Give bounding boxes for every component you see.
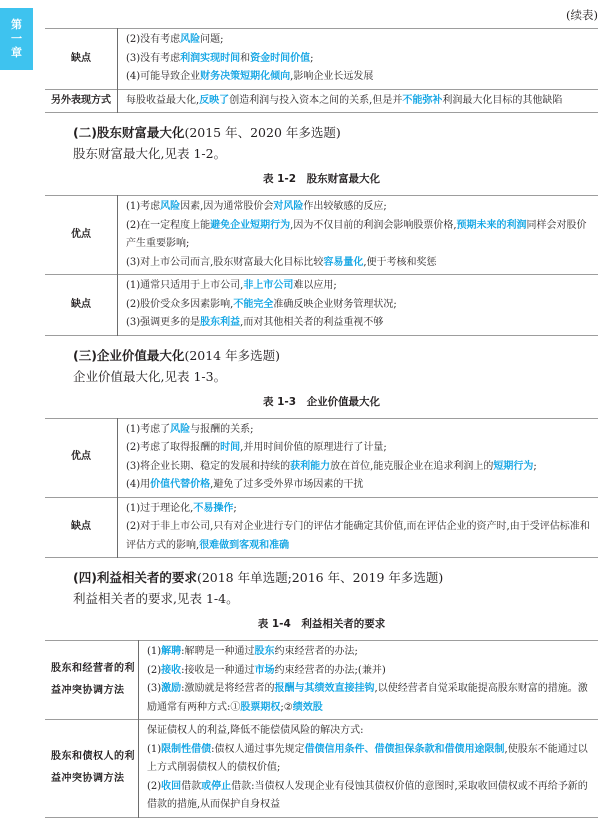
text-segment: 利润最大化目标的其他缺陷 [442,94,563,106]
text-segment: (1)通常只适用于上市公司, [126,280,244,291]
content-line [126,314,592,333]
text-segment: (2) [147,780,162,792]
table-row [45,29,598,90]
highlight-term: 市场 [254,664,275,676]
highlight-term: 接收 [161,664,182,676]
row-content [139,720,599,818]
text-segment: (1) [147,646,162,657]
highlight-term: 财务决策短期化倾向 [200,71,291,82]
text-segment: ; [233,502,237,514]
text-segment: ,因为不仅目前的利润会影响股票价格, [290,219,457,231]
content-line [126,476,592,495]
chapter-tab-char: 一 [11,32,22,45]
highlight-term: 股东利益 [200,317,241,328]
section-name: (三)企业价值最大化 [73,347,185,363]
text-segment: ; [533,460,537,472]
text-segment: 保证债权人的利益,降低不能偿债风险的解决方式: [147,725,364,736]
row-label: 股东和债权人的利益冲突协调方法 [45,720,139,818]
table-row [45,418,598,497]
text-segment: ;② [280,701,293,713]
table-row [45,497,598,558]
continued-label: (续表) [566,8,598,22]
content-line [126,217,592,254]
highlight-term: 股东 [254,646,275,657]
text-segment: ,使股东不能通过以上方式削弱债权人的债权价值; [147,743,588,773]
highlight-term: 风险 [170,423,191,435]
text-segment: 借款 [181,780,202,792]
content-line [147,680,592,717]
row-content [118,418,599,497]
content-line [147,722,592,741]
text-segment: 每股收益最大化, [126,94,200,106]
text-segment: (3)没有考虑 [126,52,181,64]
text-segment: (3)将企业长期、稳定的发展和持续的 [126,460,291,472]
highlight-term: 或停止 [201,780,232,792]
chapter-tab [0,8,33,70]
table-caption: 表 1-3 企业价值最大化 [262,395,381,408]
row-content [139,641,599,720]
highlight-term: 容易量化 [323,256,364,268]
text-segment: (3) [147,683,162,694]
highlight-term: 非上市公司 [243,280,294,291]
text-segment: (1) [147,743,162,755]
highlight-term: 激励 [161,683,182,694]
row-label: 优点 [45,418,118,497]
highlight-term: 解聘 [161,646,182,657]
row-label: 缺点 [45,497,118,558]
table-row [45,196,598,275]
highlight-term: 不能弥补 [402,94,443,106]
text-segment: (2)没有考虑 [126,34,181,45]
highlight-term: 报酬与其绩效直接挂钩 [274,683,375,694]
text-segment: ,而对其他相关者的利益重视不够 [240,317,384,328]
highlight-term: 短期行为 [493,460,534,472]
section-text: 利益相关者的要求,见表 1-4。 [73,591,239,606]
table-row [45,275,598,336]
text-segment: 借款:当债权人发现企业有侵蚀其债权价值的意图时,采取收回债权或不再给予新的借款的措施,从而保护自身权益 [147,780,588,810]
text-segment: 与报酬的关系; [190,423,254,435]
text-segment: (4)用 [126,479,151,490]
highlight-term: 风险 [160,201,181,212]
table-1-4 [45,640,598,818]
text-segment: (1)考虑 [126,201,161,212]
highlight-term: 利润实现时间 [180,52,241,64]
content-line [126,277,592,296]
section-title [73,346,598,366]
highlight-term: 很难做到客观和准确 [199,539,290,551]
text-segment: 放在首位,能克服企业在追求利润上的 [330,460,494,472]
section-years: (2015 年、2020 年多选题) [184,125,341,140]
highlight-term: 反映了 [199,94,230,106]
highlight-term: 预期未来的利润 [456,219,527,231]
highlight-term: 风险 [180,34,201,45]
content-line [126,500,592,519]
text-segment: :激励就是将经营者的 [181,683,275,694]
text-segment: 难以应用; [293,280,337,291]
highlight-term: 不能完全 [233,298,274,310]
text-segment: :接收是一种通过 [181,664,255,676]
row-content [118,275,599,336]
row-label: 缺点 [45,275,118,336]
text-segment: ,并用时间价值的原理进行了计量; [240,442,387,453]
text-segment: (2)在一定程度上能 [126,219,211,231]
chapter-tab-char: 章 [11,46,22,59]
text-segment: ,以使经营者自觉采取能提高股东财富的措施。激励通常有两种方式:① [147,683,588,713]
table-1-3 [45,418,598,559]
text-segment: 问题; [200,34,224,45]
section-title [73,123,598,143]
content-line [126,296,592,315]
text-segment: (2)考虑了取得报酬的 [126,442,221,453]
text-segment: :债权人通过事先规定 [211,743,305,755]
text-segment: ,避免了过多受外界市场因素的干扰 [210,479,364,490]
section-name: (二)股东财富最大化 [73,125,185,140]
content-line [126,439,592,458]
table-1-2 [45,195,598,336]
highlight-term: 绩效股 [292,701,323,713]
text-segment: 准确反映企业财务管理状况; [273,298,397,310]
content-line [126,68,592,87]
text-segment: (1)过于理论化, [126,502,194,514]
section-title [73,568,598,588]
content-line [126,92,592,111]
content-line [147,643,592,662]
text-segment: :解聘是一种通过 [181,646,255,657]
highlight-term: 时间 [220,442,241,453]
text-segment: 约束经营者的办法; [274,646,358,657]
highlight-term: 限制性借债 [161,743,212,755]
text-segment: ,便于考核和奖惩 [363,256,437,268]
text-segment: (2) [147,664,162,676]
text-segment: 约束经营者的办法;(兼并) [274,664,386,676]
row-label: 股东和经营者的利益冲突协调方法 [45,641,139,720]
highlight-term: 避免企业短期行为 [210,219,291,231]
text-segment: ; [310,52,314,64]
text-segment: 创造利润与投入资本之间的关系,但是并 [229,94,403,106]
content-line [147,741,592,778]
text-segment: (2)股价受众多因素影响, [126,298,234,310]
highlight-term: 获利能力 [290,460,331,472]
chapter-tab-char: 第 [11,18,22,31]
row-content [118,196,599,275]
row-label: 优点 [45,196,118,275]
text-segment: (3)对上市公司而言,股东财富最大化目标比较 [126,256,324,268]
text-segment: (1)考虑了 [126,423,171,435]
highlight-term: 收回 [161,780,182,792]
content-line [126,254,592,273]
content-line [126,421,592,440]
section-text: 股东财富最大化,见表 1-2。 [73,146,227,161]
text-segment: 作出较敏感的反应; [303,201,387,212]
content-line [126,31,592,50]
highlight-term: 价值代替价格 [150,479,211,490]
content-line [126,518,592,555]
text-segment: (2)对于非上市公司,只有对企业进行专门的评估才能确定其价值,而在评估企业的资产时,由于受评估标准和评估方式的影响, [126,521,590,551]
table-caption: 表 1-2 股东财富最大化 [262,173,381,185]
table-1-1-continued [45,28,598,113]
content-line [126,458,592,477]
content-line [147,778,592,815]
row-content [118,89,599,113]
row-content [118,29,599,90]
highlight-term: 股票期权 [240,701,281,713]
section-years: (2014 年多选题) [184,347,280,363]
page-content [45,0,598,818]
highlight-term: 资金时间价值 [250,52,311,64]
table-caption: 表 1-4 利益相关者的要求 [257,618,386,630]
content-line [126,198,592,217]
highlight-term: 借债信用条件、借债担保条款和借债用途限制 [304,743,505,755]
table-row [45,720,598,818]
section-text: 企业价值最大化,见表 1-3。 [73,368,227,384]
section-name: (四)利益相关者的要求 [73,570,197,585]
highlight-term: 对风险 [273,201,304,212]
text-segment: 和 [240,52,251,64]
text-segment: (4)可能导致企业 [126,71,201,82]
table-row [45,641,598,720]
text-segment: ,影响企业长远发展 [290,71,374,82]
text-segment: 因素,因为通常股价会 [180,201,274,212]
text-segment: 同样会对股价产生重要影响; [126,219,587,249]
row-content [118,497,599,558]
text-segment: (3)强调更多的是 [126,317,201,328]
section-years: (2018 年单选题;2016 年、2019 年多选题) [196,570,444,585]
row-label: 另外表现方式 [45,89,118,113]
content-line [126,50,592,69]
highlight-term: 不易操作 [193,502,234,514]
table-row [45,89,598,113]
content-line [147,662,592,681]
row-label: 缺点 [45,29,118,90]
